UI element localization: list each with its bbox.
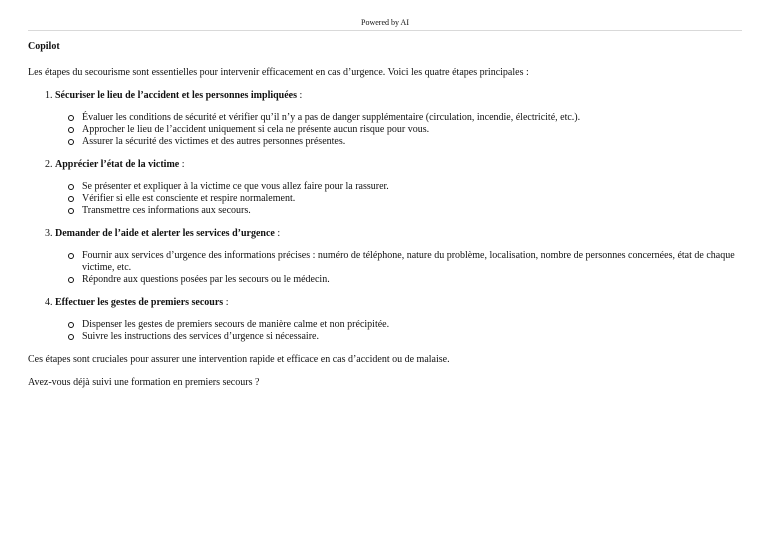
sublist-item: Évaluer les conditions de sécurité et vérifier qu’il n’y a pas de danger supplémentaire (circulation, incendie, électricité, etc.). [82,112,740,124]
sublist-item: Approcher le lieu de l’accident uniquement si cela ne présente aucun risque pour vous. [82,124,740,136]
step-title: Effectuer les gestes de premiers secours [55,297,224,308]
step-heading [55,297,740,309]
step-item [55,90,740,148]
step-sublist [55,250,740,286]
step-item [55,159,740,217]
steps-list [28,90,740,343]
sublist-item: Suivre les instructions des services d’urgence si nécessaire. [82,331,740,343]
sublist-item: Dispenser les gestes de premiers secours de manière calme et non précipitée. [82,319,740,331]
step-item [55,228,740,286]
sublist-item: Se présenter et expliquer à la victime ce que vous allez faire pour la rassurer. [82,181,740,193]
response-intro: Les étapes du secourisme sont essentielles pour intervenir efficacement en cas d’urgence. Voici les quatre étapes principales : [28,67,529,78]
step-item [55,297,740,343]
sublist-item: Répondre aux questions posées par les secours ou le médecin. [82,274,740,286]
step-suffix: : [223,297,229,308]
response-title: Copilot [28,41,60,52]
step-sublist [55,181,740,217]
step-suffix: : [297,90,303,101]
copilot-response [28,41,740,389]
response-conclusion: Ces étapes sont cruciales pour assurer une intervention rapide et efficace en cas d’accident ou de malaise. [28,354,450,365]
sublist-item: Vérifier si elle est consciente et respire normalement. [82,193,740,205]
step-title: Demander de l’aide et alerter les services d’urgence [55,228,275,239]
step-heading [55,159,740,171]
sublist-item: Transmettre ces informations aux secours. [82,205,740,217]
response-question: Avez-vous déjà suivi une formation en premiers secours ? [28,377,260,388]
sublist-item: Fournir aux services d’urgence des informations précises : numéro de téléphone, nature du problème, localisation, nombre de personnes concernées, état de chaque victime, etc. [82,250,740,274]
step-sublist [55,319,740,343]
powered-by-label: Powered by AI [28,18,742,31]
step-sublist [55,112,740,148]
step-title: Apprécier l’état de la victime [55,159,180,170]
step-heading [55,228,740,240]
step-suffix: : [179,159,185,170]
step-heading [55,90,740,102]
sublist-item: Assurer la sécurité des victimes et des autres personnes présentes. [82,136,740,148]
step-suffix: : [274,228,281,239]
step-title: Sécuriser le lieu de l’accident et les personnes impliquées [55,90,298,101]
